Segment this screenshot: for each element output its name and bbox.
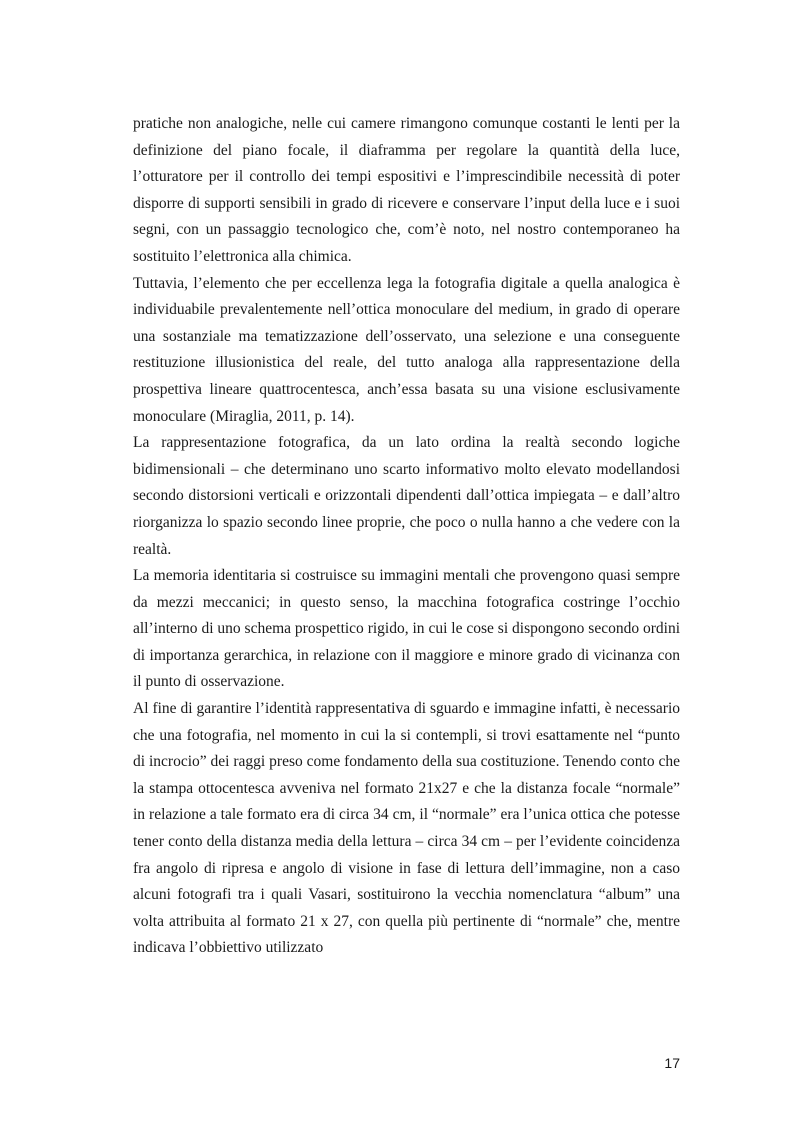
paragraph-2: Tuttavia, l’elemento che per eccellenza lega la fotografia digitale a quella analogica è individuabile prevalentemente nell’ottica monoculare del medium, in grado di operare una sostanziale ma tematizzazione dell’osservato, una selezione e una conseguente restituzione illusionistica del reale, del tutto analoga alla rappresentazione della prospettiva lineare quattrocentesca, anch’essa basata su una visione esclusivamente monoculare (Miraglia, 2011, p. 14). xyxy=(133,274,680,425)
page-number: 17 xyxy=(664,1055,680,1071)
paragraph-1: pratiche non analogiche, nelle cui camere rimangono comunque costanti le lenti per la definizione del piano focale, il diaframma per regolare la quantità della luce, l’otturatore per il controllo dei tempi espositivi e l’imprescindibile necessità di poter disporre di supporti sensibili in grado di ricevere e conservare l’input della luce e i suoi segni, con un passaggio tecnologico che, com’è noto, nel nostro contemporaneo ha sostituito l’elettronica alla chimica. xyxy=(133,115,680,265)
paragraph-5: Al fine di garantire l’identità rappresentativa di sguardo e immagine infatti, è necessario che una fotografia, nel momento in cui la si contempli, si trovi esattamente nel “punto di incrocio” dei raggi preso come fondamento della sua costituzione. Tenendo conto che la stampa ottocentesca avveniva nel formato 21x27 e che la distanza focale “normale” in relazione a tale formato era di circa 34 cm, il “normale” era l’unica ottica che potesse tener conto della distanza media della lettura – circa 34 cm – per l’evidente coincidenza fra angolo di ripresa e angolo di visione in fase di lettura dell’immagine, non a caso alcuni fotografi tra i quali Vasari, sostituirono la vecchia nomenclatura “album” una volta attribuita al formato 21 x 27, con quella più pertinente di “normale” che, mentre indicava l’obbiettivo utilizzato xyxy=(133,700,680,957)
paragraph-4: La memoria identitaria si costruisce su immagini mentali che provengono quasi sempre da mezzi meccanici; in questo senso, la macchina fotografica costringe l’occhio all’interno di uno schema prospettico rigido, in cui le cose si dispongono secondo ordini di importanza gerarchica, in relazione con il maggiore e minore grado di vicinanza con il punto di osservazione. xyxy=(133,567,680,691)
body-text xyxy=(133,111,680,962)
paragraph-3: La rappresentazione fotografica, da un lato ordina la realtà secondo logiche bidimensionali – che determinano uno scarto informativo molto elevato modellandosi secondo distorsioni verticali e orizzontali dipendenti dall’ottica impiegata – e dall’altro riorganizza lo spazio secondo linee proprie, che poco o nulla hanno a che vedere con la realtà. xyxy=(133,434,680,558)
